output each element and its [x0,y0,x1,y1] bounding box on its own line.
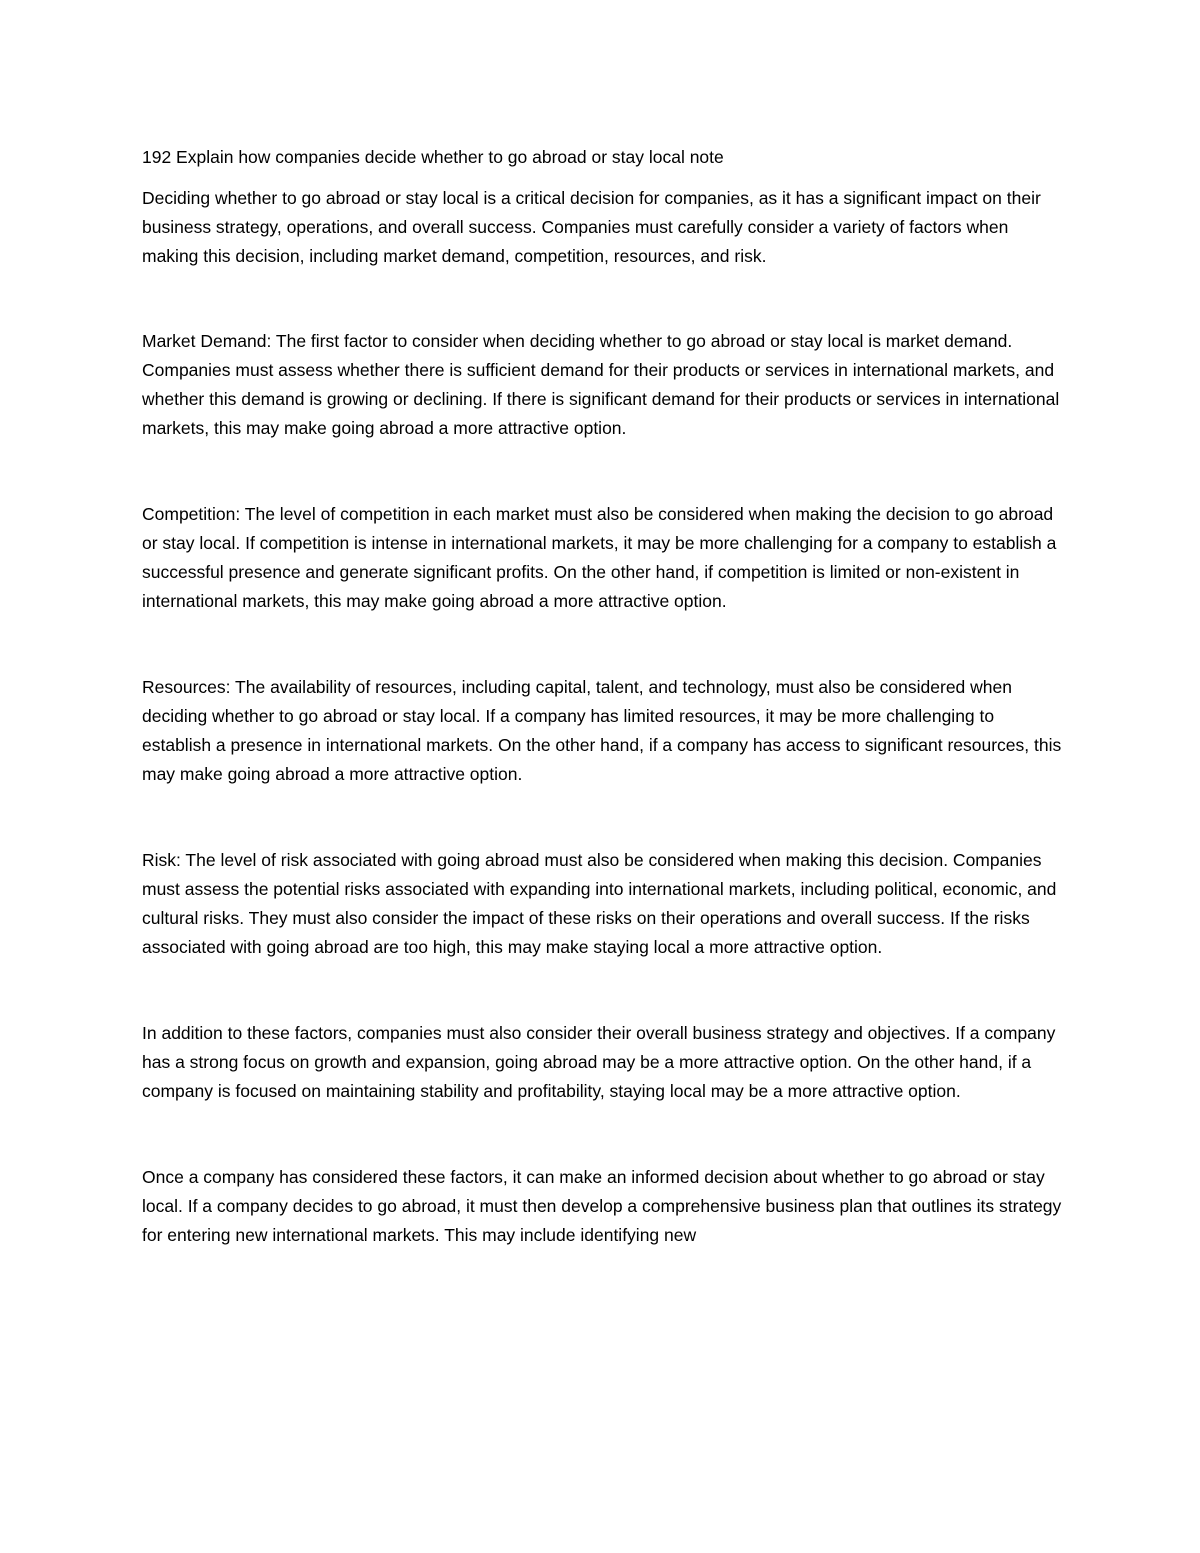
paragraph-risk: Risk: The level of risk associated with going abroad must also be considered when making this decision. Companies must assess the potential risks associated with expanding into international markets, including political, economic, and cultural risks. They must also consider the impact of these risks on their operations and overall success. If the risks associated with going abroad are too high, this may make staying local a more attractive option. [142,850,1057,957]
document-body [142,143,1064,1250]
paragraph-intro: Deciding whether to go abroad or stay local is a critical decision for companies, as it has a significant impact on their business strategy, operations, and overall success. Companies must carefully consider a variety of factors when making this decision, including market demand, competition, resources, and risk. [142,188,1041,266]
paragraph-conclusion: Once a company has considered these factors, it can make an informed decision about whether to go abroad or stay local. If a company decides to go abroad, it must then develop a comprehensive business plan that outlines its strategy for entering new international markets. This may include identifying new [142,1167,1062,1245]
document-title: 192 Explain how companies decide whether to go abroad or stay local note [142,147,724,167]
paragraph-competition: Competition: The level of competition in each market must also be considered when making the decision to go abroad or stay local. If competition is intense in international markets, it may be more challenging for a company to establish a successful presence and generate significant profits. On the other hand, if competition is limited or non-existent in international markets, this may make going abroad a more attractive option. [142,504,1057,611]
paragraph-strategy: In addition to these factors, companies must also consider their overall business strategy and objectives. If a company has a strong focus on growth and expansion, going abroad may be a more attractive option. On the other hand, if a company is focused on maintaining stability and profitability, staying local may be a more attractive option. [142,1023,1056,1101]
paragraph-resources: Resources: The availability of resources, including capital, talent, and technology, must also be considered when deciding whether to go abroad or stay local. If a company has limited resources, it may be more challenging to establish a presence in international markets. On the other hand, if a company has access to significant resources, this may make going abroad a more attractive option. [142,677,1062,784]
paragraph-market-demand: Market Demand: The first factor to consider when deciding whether to go abroad or stay local is market demand. Companies must assess whether there is sufficient demand for their products or services in international markets, and whether this demand is growing or declining. If there is significant demand for their products or services in international markets, this may make going abroad a more attractive option. [142,331,1060,438]
